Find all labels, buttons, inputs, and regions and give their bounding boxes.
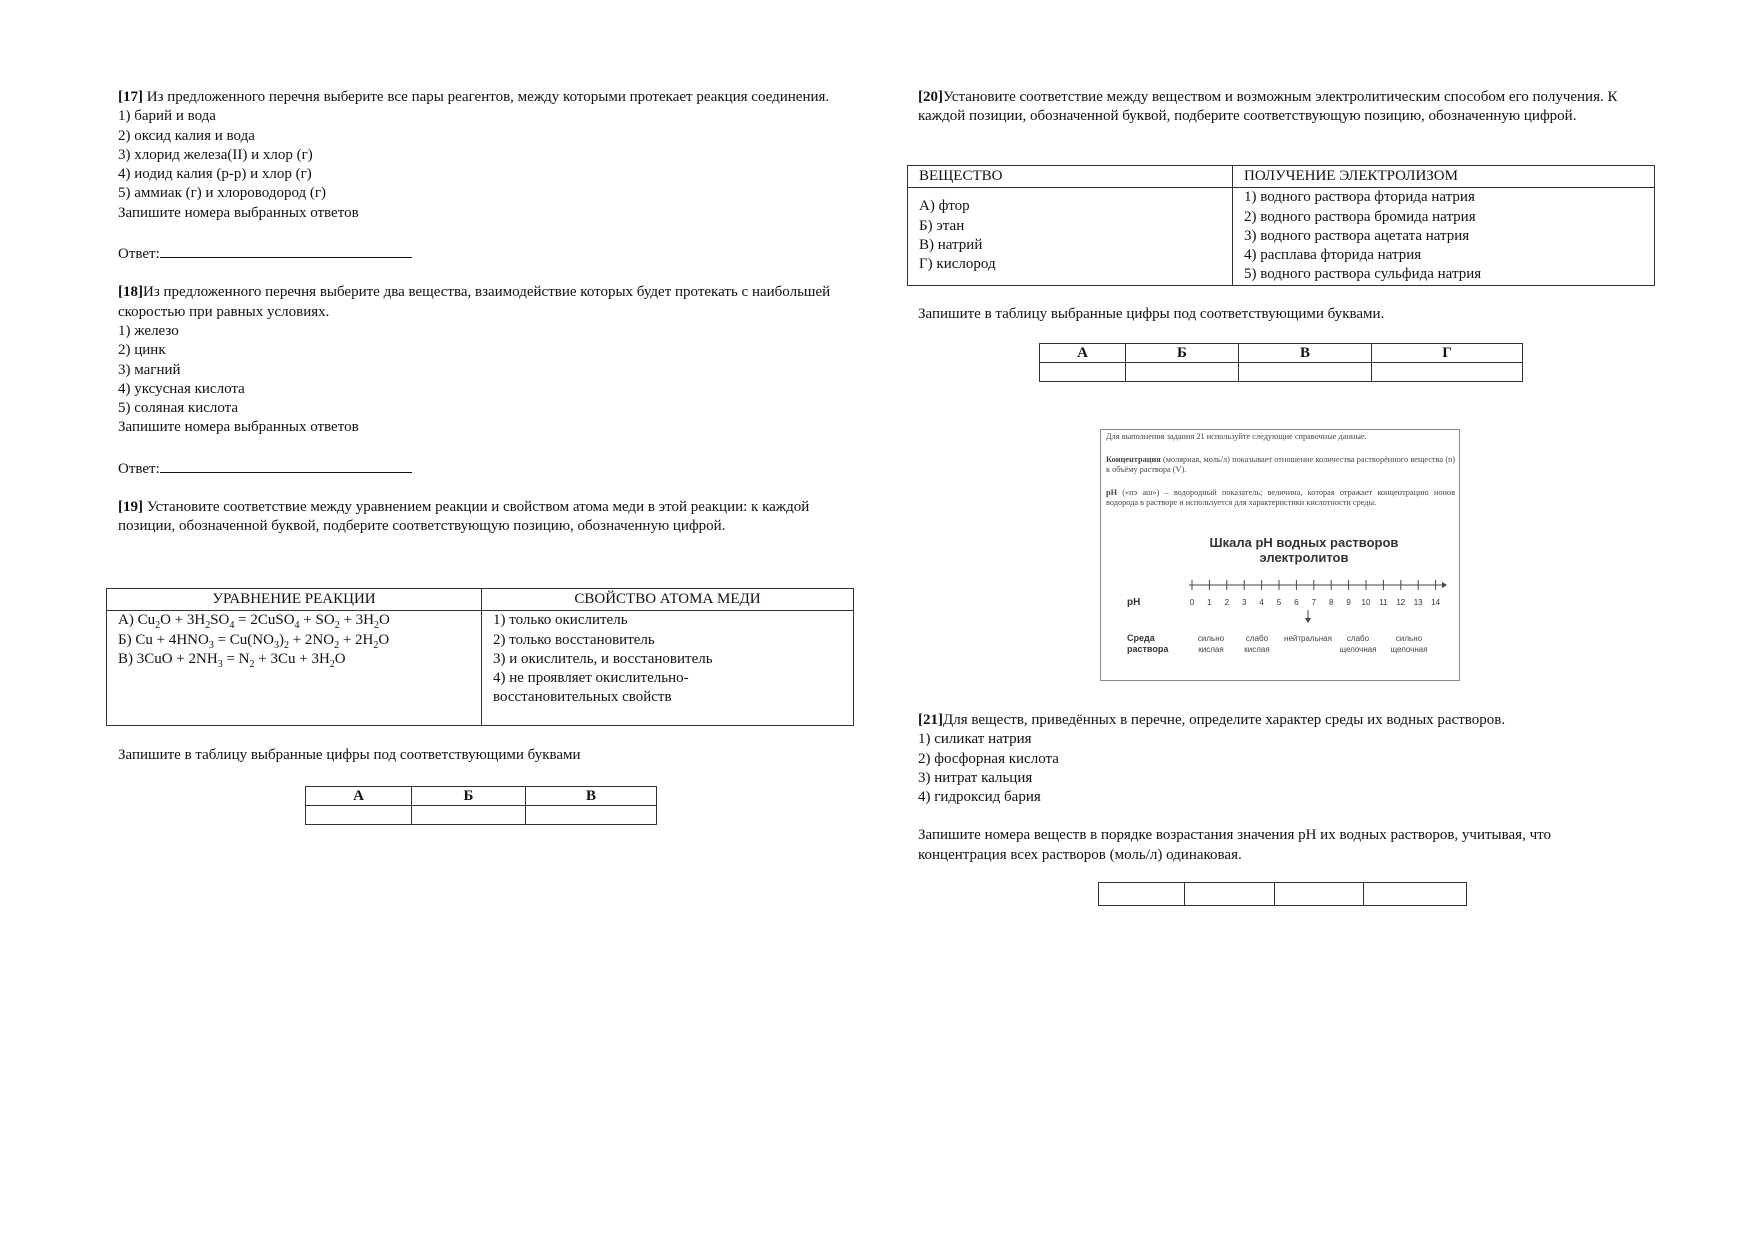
answer-header: Г bbox=[1372, 344, 1523, 363]
question-19 bbox=[118, 498, 858, 537]
question-19-text: [19] Установите соответствие между уравнением реакции и свойством атома меди в этой реакции: к каждой позиции, обозначенной буквой, подберите соответствующую позицию, обозначенную цифрой. bbox=[118, 499, 810, 535]
question-21-number: [21] bbox=[918, 712, 943, 728]
medium-label: сильно bbox=[1395, 634, 1423, 643]
property: 2) только восстановитель bbox=[493, 631, 655, 648]
ph-tick-label: 11 bbox=[1379, 598, 1388, 607]
option: 1) барий и вода bbox=[118, 108, 216, 125]
ph-tick-label: 7 bbox=[1311, 598, 1317, 607]
ph-media bbox=[1198, 634, 1428, 654]
question-19-number: [19] bbox=[118, 499, 143, 516]
reference-concentration: Концентрация (молярная, моль/л) показывает отношение количества растворённого вещества (n) к объёму раствора (V). bbox=[1106, 455, 1455, 475]
question-18-text: [18]Из предложенного перечня выберите два вещества, взаимодействие которых будет протекать с наибольшей скоростью при равных условиях. bbox=[118, 284, 831, 320]
option: 4) иодид калия (р-р) и хлор (г) bbox=[118, 166, 312, 183]
q20-col1-header: ВЕЩЕСТВО bbox=[908, 166, 1233, 188]
answer-cell[interactable] bbox=[1126, 363, 1239, 382]
question-20-text: [20]Установите соответствие между веществом и возможным электролитическим способом его получения. К каждой позиции, обозначенной буквой, подберите соответствующую позицию, обозначенную цифрой. bbox=[918, 89, 1618, 125]
substance: В) натрий bbox=[919, 236, 983, 253]
option: 3) хлорид железа(II) и хлор (г) bbox=[118, 146, 313, 163]
equation-a: А) $Cu_2O + 3H_2SO_4$ = 2CuSO$_4$ + $SO_2 + 3H_2O$ bbox=[118, 612, 390, 632]
medium-label: слабо bbox=[1346, 634, 1370, 643]
option: 3) нитрат кальция bbox=[918, 769, 1033, 786]
answer-cell[interactable] bbox=[412, 806, 526, 825]
q19-col1-header: УРАВНЕНИЕ РЕАКЦИИ bbox=[107, 589, 482, 611]
method: 1) водного раствора фторида натрия bbox=[1244, 189, 1475, 206]
substance: А) фтор bbox=[919, 198, 970, 215]
q20-matching-table bbox=[907, 165, 1655, 286]
question-17-text: [17] Из предложенного перечня выберите все пары реагентов, между которыми протекает реакция соединения. bbox=[118, 89, 830, 105]
q20-methods bbox=[1233, 188, 1655, 286]
ph-ticks bbox=[1190, 580, 1441, 607]
medium-label: сильно bbox=[1197, 634, 1225, 643]
question-18-number: [18] bbox=[118, 284, 143, 301]
medium-label: слабо bbox=[1245, 634, 1269, 643]
question-17-number: [17] bbox=[118, 89, 143, 105]
option: 2) цинк bbox=[118, 342, 166, 359]
answer-header: Б bbox=[412, 787, 526, 806]
ph-reference-figure bbox=[1100, 429, 1460, 681]
q20-substances bbox=[908, 188, 1233, 286]
q20-answer-table bbox=[1039, 343, 1523, 382]
medium-label: щелочная bbox=[1390, 645, 1428, 654]
option: 3) магний bbox=[118, 361, 181, 378]
ph-tick-label: 2 bbox=[1224, 598, 1230, 607]
option: 1) железо bbox=[118, 322, 179, 339]
medium-label: щелочная bbox=[1339, 645, 1377, 654]
substance: Б) этан bbox=[919, 217, 965, 234]
answer-header: В bbox=[526, 787, 657, 806]
answer-line: Ответ: bbox=[118, 242, 858, 264]
equation-b: Б) $Cu + 4HNO_3 = Cu(NO_3)_2 + 2NO_2 + 2H_2O$ bbox=[118, 631, 390, 651]
q19-properties bbox=[482, 611, 854, 726]
ph-tick-label: 5 bbox=[1276, 598, 1282, 607]
scale-title-line-2: электролитов bbox=[1259, 550, 1349, 565]
ph-axis-arrow bbox=[1442, 582, 1447, 588]
answer-header: В bbox=[1239, 344, 1372, 363]
option: 2) фосфорная кислота bbox=[918, 750, 1059, 767]
answer-cell[interactable] bbox=[1275, 883, 1364, 906]
neutral-arrow-head bbox=[1305, 618, 1311, 623]
q19-instruction: Запишите в таблицу выбранные цифры под соответствующими буквами bbox=[118, 747, 581, 763]
medium-label-line-2: раствора bbox=[1127, 644, 1169, 654]
answer-cell[interactable] bbox=[1372, 363, 1523, 382]
answer-line: Ответ: bbox=[118, 457, 858, 479]
question-20-number: [20] bbox=[918, 89, 943, 105]
scale-title-line-1: Шкала pH водных растворов bbox=[1209, 535, 1399, 550]
substance: Г) кислород bbox=[919, 256, 996, 273]
q21-instruction: Запишите номера веществ в порядке возрастания значения pH их водных растворов, учитывая, что концентрация всех растворов (моль/л) одинаковая. bbox=[918, 827, 1551, 863]
method: 4) расплава фторида натрия bbox=[1244, 247, 1422, 264]
ph-tick-label: 0 bbox=[1189, 598, 1195, 607]
answer-cell[interactable] bbox=[1040, 363, 1126, 382]
property: 4) не проявляет окислительно-восстановительных свойств bbox=[493, 670, 689, 706]
answer-cell[interactable] bbox=[1239, 363, 1372, 382]
ph-tick-label: 4 bbox=[1259, 598, 1264, 607]
left-column bbox=[118, 88, 858, 537]
medium-label: кислая bbox=[1198, 645, 1224, 654]
option: 5) аммиак (г) и хлороводород (г) bbox=[118, 185, 327, 202]
ph-tick-label: 3 bbox=[1241, 598, 1247, 607]
question-20 bbox=[918, 88, 1648, 127]
answer-cell[interactable] bbox=[306, 806, 412, 825]
option: 1) силикат натрия bbox=[918, 731, 1032, 748]
answer-header: А bbox=[306, 787, 412, 806]
answer-header: Б bbox=[1126, 344, 1239, 363]
q19-col2-header: СВОЙСТВО АТОМА МЕДИ bbox=[482, 589, 854, 611]
q19-equations bbox=[107, 611, 482, 726]
answer-field[interactable] bbox=[160, 457, 412, 473]
option: 4) гидроксид бария bbox=[918, 789, 1041, 806]
property: 1) только окислитель bbox=[493, 612, 628, 629]
instruction: Запишите номера выбранных ответов bbox=[118, 204, 359, 221]
ph-scale-diagram bbox=[1101, 430, 1459, 680]
answer-cell[interactable] bbox=[1185, 883, 1275, 906]
medium-label-line-1: Среда bbox=[1127, 633, 1155, 643]
ph-tick-label: 8 bbox=[1328, 598, 1334, 607]
option: 2) оксид калия и вода bbox=[118, 127, 255, 144]
q21-answer-table bbox=[1098, 882, 1467, 906]
option: 4) уксусная кислота bbox=[118, 380, 245, 397]
ph-tick-label: 13 bbox=[1413, 598, 1423, 607]
ph-tick-label: 6 bbox=[1294, 598, 1299, 607]
answer-cell[interactable] bbox=[1099, 883, 1185, 906]
medium-label: нейтральная bbox=[1284, 634, 1332, 643]
ph-tick-label: 1 bbox=[1207, 598, 1212, 607]
question-17 bbox=[118, 88, 858, 264]
answer-cell[interactable] bbox=[526, 806, 657, 825]
ph-tick-label: 9 bbox=[1346, 598, 1351, 607]
q19-matching-table bbox=[106, 588, 854, 726]
method: 3) водного раствора ацетата натрия bbox=[1244, 227, 1470, 244]
answer-cell[interactable] bbox=[1364, 883, 1467, 906]
ph-tick-label: 10 bbox=[1361, 598, 1371, 607]
option: 5) соляная кислота bbox=[118, 400, 239, 417]
answer-header: А bbox=[1040, 344, 1126, 363]
ph-tick-label: 14 bbox=[1431, 598, 1441, 607]
question-18 bbox=[118, 283, 858, 479]
method: 2) водного раствора бромида натрия bbox=[1244, 208, 1476, 225]
reference-ph: pH («пэ аш») – водородный показатель; величина, которая отражает концентрацию ионов водорода в растворе и используется для характеристики кислотности среды. bbox=[1106, 488, 1455, 508]
reference-intro: Для выполнения задания 21 используйте следующие справочные данные. bbox=[1106, 432, 1367, 441]
method: 5) водного раствора сульфида натрия bbox=[1244, 266, 1482, 283]
answer-field[interactable] bbox=[160, 242, 412, 258]
ph-axis-label: pH bbox=[1127, 597, 1141, 608]
question-21 bbox=[918, 711, 1648, 865]
question-21-text: [21]Для веществ, приведённых в перечне, определите характер среды их водных растворов. bbox=[918, 712, 1506, 728]
property: 3) и окислитель, и восстановитель bbox=[493, 650, 713, 667]
ph-tick-label: 12 bbox=[1396, 598, 1406, 607]
q20-col2-header: ПОЛУЧЕНИЕ ЭЛЕКТРОЛИЗОМ bbox=[1233, 166, 1655, 188]
q19-answer-table bbox=[305, 786, 657, 825]
medium-label: кислая bbox=[1244, 645, 1270, 654]
equation-c: В) $3CuO + 2NH_3 = N_2 + 3Cu + 3H_2O$ bbox=[118, 650, 346, 670]
q20-instruction: Запишите в таблицу выбранные цифры под соответствующими буквами. bbox=[918, 306, 1385, 322]
instruction: Запишите номера выбранных ответов bbox=[118, 419, 359, 436]
